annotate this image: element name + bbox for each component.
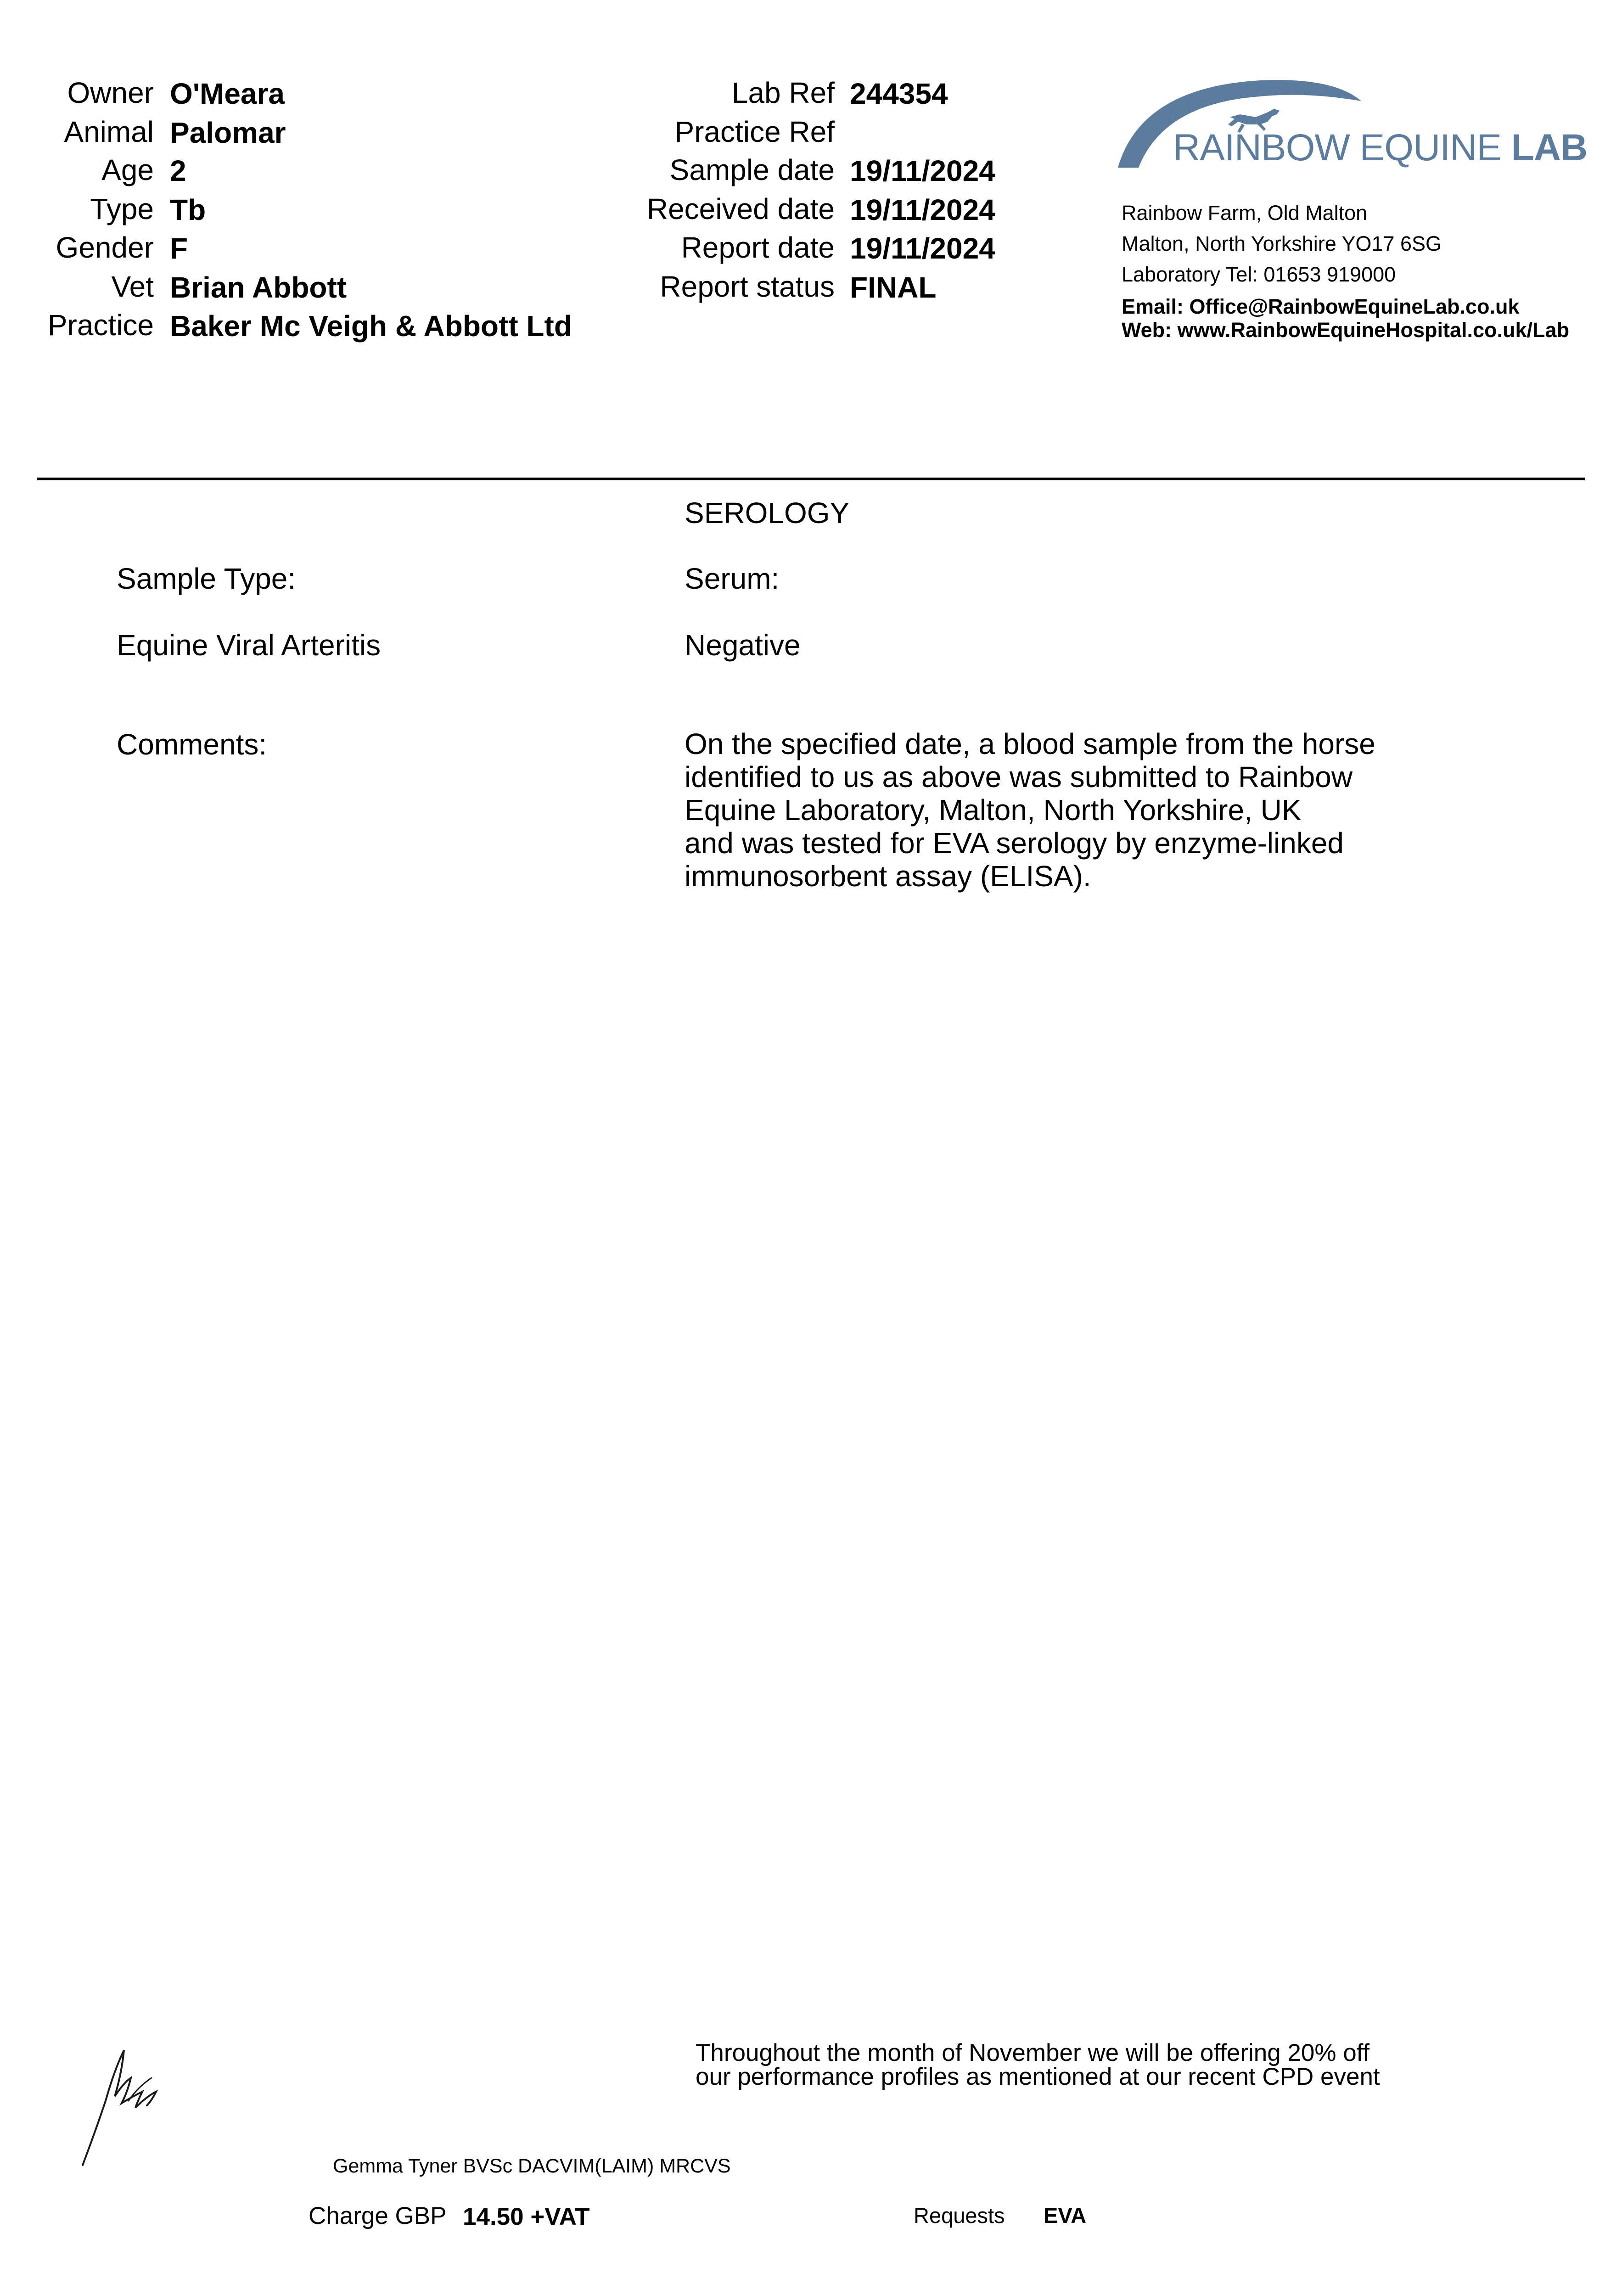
contact-web[interactable]: Web: www.RainbowEquineHospital.co.uk/Lab bbox=[1122, 318, 1570, 342]
gender-label: Gender bbox=[56, 231, 154, 264]
practice-ref-label: Practice Ref bbox=[674, 115, 835, 148]
comments-label: Comments: bbox=[117, 728, 267, 761]
contact-address-1: Rainbow Farm, Old Malton bbox=[1122, 201, 1368, 225]
practice-label: Practice bbox=[47, 309, 154, 342]
report-date-value: 19/11/2024 bbox=[850, 232, 995, 265]
test-result: Negative bbox=[685, 629, 801, 662]
test-name: Equine Viral Arteritis bbox=[117, 629, 381, 662]
practice-value: Baker Mc Veigh & Abbott Ltd bbox=[170, 310, 572, 343]
contact-phone: Laboratory Tel: 01653 919000 bbox=[1122, 263, 1396, 286]
owner-label: Owner bbox=[67, 76, 154, 109]
animal-value: Palomar bbox=[170, 116, 286, 149]
gender-value: F bbox=[170, 232, 188, 265]
comments-line: Equine Laboratory, Malton, North Yorkshire, UK bbox=[685, 793, 1302, 827]
type-label: Type bbox=[90, 192, 154, 225]
comments-line: and was tested for EVA serology by enzyme-linked bbox=[685, 827, 1344, 860]
received-date-value: 19/11/2024 bbox=[850, 193, 995, 226]
lab-logo bbox=[1113, 73, 1588, 179]
logo-lab: LAB bbox=[1511, 127, 1588, 169]
comments-line: On the specified date, a blood sample from the horse bbox=[685, 727, 1375, 760]
charge-value: 14.50 +VAT bbox=[463, 2203, 590, 2230]
header-divider bbox=[37, 478, 1585, 480]
sample-type-value: Serum: bbox=[685, 562, 780, 595]
signer-name: Gemma Tyner BVSc DACVIM(LAIM) MRCVS bbox=[333, 2155, 731, 2177]
signature-image bbox=[78, 2046, 170, 2170]
sample-type-label: Sample Type: bbox=[117, 562, 296, 595]
promo-line: our performance profiles as mentioned at our recent CPD event bbox=[696, 2063, 1380, 2090]
contact-address-2: Malton, North Yorkshire YO17 6SG bbox=[1122, 232, 1442, 255]
lab-ref-label: Lab Ref bbox=[731, 76, 835, 109]
received-date-label: Received date bbox=[646, 192, 835, 225]
animal-label: Animal bbox=[64, 115, 154, 148]
requests-value: EVA bbox=[1044, 2203, 1087, 2228]
charge-label: Charge GBP bbox=[309, 2202, 447, 2229]
logo-wordmark bbox=[1173, 126, 1587, 169]
logo-name: RAINBOW EQUINE bbox=[1173, 127, 1501, 169]
vet-value: Brian Abbott bbox=[170, 271, 347, 304]
vet-label: Vet bbox=[111, 270, 154, 303]
promo-text bbox=[696, 2041, 1380, 2089]
comments-line: identified to us as above was submitted to Rainbow bbox=[685, 760, 1353, 793]
contact-email[interactable]: Email: Office@RainbowEquineLab.co.uk bbox=[1122, 295, 1520, 318]
owner-value: O'Meara bbox=[170, 77, 285, 110]
sample-date-label: Sample date bbox=[669, 153, 835, 186]
lab-ref-value: 244354 bbox=[850, 77, 948, 110]
report-date-label: Report date bbox=[681, 231, 835, 264]
age-label: Age bbox=[101, 153, 154, 186]
comments-line: immunosorbent assay (ELISA). bbox=[685, 860, 1091, 893]
type-value: Tb bbox=[170, 193, 206, 226]
requests-label: Requests bbox=[914, 2203, 1005, 2228]
report-status-value: FINAL bbox=[850, 271, 937, 304]
report-status-label: Report status bbox=[660, 270, 835, 303]
section-title: SEROLOGY bbox=[685, 496, 850, 529]
sample-date-value: 19/11/2024 bbox=[850, 154, 995, 187]
comments-text bbox=[685, 727, 1465, 893]
promo-line: Throughout the month of November we will be offering 20% off bbox=[696, 2039, 1370, 2066]
age-value: 2 bbox=[170, 154, 186, 187]
